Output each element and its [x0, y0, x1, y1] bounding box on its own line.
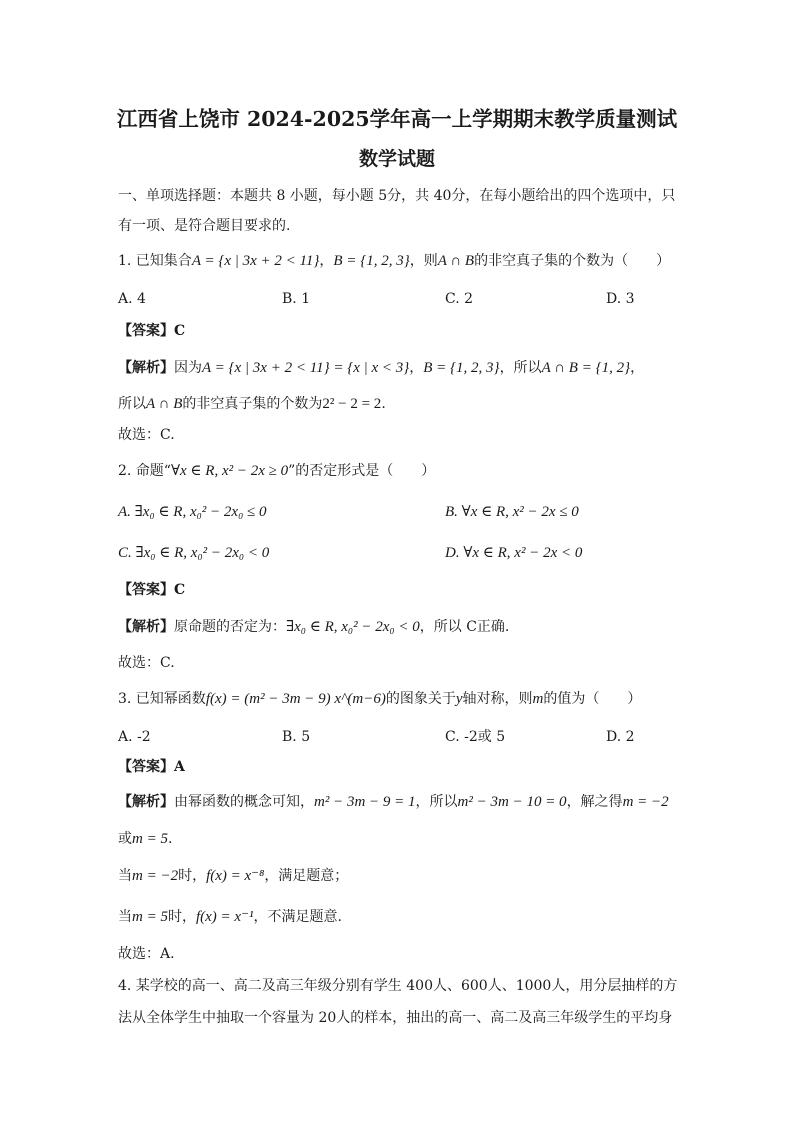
- q1-analysis-intersection: A ∩ B = {1, 2}: [541, 360, 631, 376]
- q2-stem-math: ∀x ∈ R, x² − 2x ≥ 0: [170, 463, 289, 479]
- q3-stem-post: 的值为（ ）: [543, 691, 642, 707]
- section-heading-line-2: 有一项、是符合题目要求的.: [118, 218, 291, 234]
- q3-stem: [118, 689, 641, 709]
- q2-option-b: B. ∀x ∈ R, x² − 2x ≤ 0: [445, 504, 579, 520]
- q3-case1-mid: 时，: [178, 868, 207, 884]
- q1-analysis-pre: 因为: [174, 360, 202, 376]
- q3-stem-pre: 3. 已知幂函数: [118, 691, 206, 707]
- q3-option-c: C. -2或 5: [445, 729, 506, 745]
- q2-analysis-pre: 原命题的否定为：: [174, 619, 286, 635]
- q3-analysis-pre: 由幂函数的概念可知，: [174, 794, 314, 810]
- q3-stem-m: m: [532, 691, 544, 707]
- q3-line2-pre: 或: [118, 831, 132, 847]
- q4-line-2: 法从全体学生中抽取一个容量为 20人的样本，抽出的高一、高二及高三年级学生的平均身: [118, 1010, 673, 1026]
- q4-line-1: 4. 某学校的高一、高二及高三年级分别有学生 400人、600人、1000人，用分层抽样的方: [118, 978, 678, 994]
- page-subtitle: 数学试题: [358, 148, 435, 170]
- q1-conclusion: 故选：C.: [118, 427, 175, 443]
- q3-case1-pre: 当: [118, 868, 132, 884]
- q1-set-b: B = {1, 2, 3}: [333, 253, 410, 269]
- q2-conclusion: 故选：C.: [118, 655, 175, 671]
- q1-stem-mid: ，则: [409, 253, 438, 269]
- q1-sep: ，: [319, 253, 334, 269]
- q3-analysis-eq1: m² − 3m − 9 = 1: [314, 794, 416, 810]
- q2-option-d: D. ∀x ∈ R, x² − 2x < 0: [445, 545, 583, 561]
- q1-stem-post: 的非空真子集的个数为（ ）: [474, 253, 671, 269]
- q3-analysis-eq2: m² − 3m − 10 = 0: [457, 794, 567, 810]
- q1-analysis-set-b: B = {1, 2, 3}: [423, 360, 500, 376]
- q3-analysis-sol1: m = −2: [622, 794, 669, 810]
- q3-analysis-line-2: [118, 829, 172, 849]
- q3-analysis-mid2: ，解之得: [566, 794, 623, 810]
- q3-case2-mid: 时，: [167, 909, 196, 925]
- q3-answer: 【答案】A: [118, 759, 185, 775]
- q1-line2-end: .: [381, 396, 386, 412]
- q1-option-b: B. 1: [282, 291, 311, 307]
- q3-case1-f: f(x) = x⁻⁸: [206, 868, 265, 884]
- q3-case-1: [118, 866, 348, 886]
- q1-analysis-line-2: [118, 394, 386, 414]
- q3-case-2: [118, 907, 342, 927]
- q1-line2-mid: 的非空真子集的个数为: [182, 396, 323, 412]
- q3-stem-math: f(x) = (m² − 3m − 9) x^(m−6): [205, 691, 386, 707]
- q3-case1-post: ，满足题意；: [264, 868, 349, 884]
- q2-analysis-label: 【解析】: [118, 619, 174, 635]
- q3-stem-mid1: 的图象关于: [385, 691, 456, 707]
- q3-analysis: [118, 792, 669, 812]
- q2-option-a: A. ∃x₀ ∈ R, x₀² − 2x₀ ≤ 0: [118, 504, 267, 520]
- q3-option-d: D. 2: [606, 729, 635, 745]
- q2-analysis-post: ，所以 C正确.: [419, 619, 510, 635]
- q3-analysis-mid: ，所以: [415, 794, 458, 810]
- q1-analysis-end: ，: [630, 360, 645, 376]
- q3-stem-y: y: [455, 691, 463, 707]
- q1-answer: 【答案】C: [118, 323, 186, 339]
- q3-case2-pre: 当: [118, 909, 132, 925]
- q3-option-b: B. 5: [282, 729, 311, 745]
- q3-line2-sol: m = 5: [132, 831, 168, 847]
- q1-option-a: A. 4: [118, 291, 146, 307]
- q3-line2-end: .: [167, 831, 173, 847]
- q1-stem-pre: 1. 已知集合: [118, 253, 192, 269]
- page-title: 江西省上饶市 2024-2025学年高一上学期期末教学质量测试: [116, 107, 678, 131]
- q2-stem-pre: 2. 命题“: [118, 463, 171, 479]
- q3-conclusion: 故选：A.: [118, 946, 175, 962]
- q1-intersection: A ∩ B: [437, 253, 475, 269]
- q1-analysis-sep: ，: [409, 360, 424, 376]
- q1-analysis-label: 【解析】: [118, 360, 174, 376]
- q3-option-a: A. -2: [118, 729, 151, 745]
- section-heading-line-1: 一、单项选择题：本题共 8 小题，每小题 5分，共 40分，在每小题给出的四个选项中，只: [118, 188, 676, 204]
- q3-case1-m: m = −2: [132, 868, 179, 884]
- q1-analysis-mid: ，所以: [499, 360, 542, 376]
- q3-stem-mid2: 轴对称，则: [462, 691, 533, 707]
- q1-analysis-set-a: A = {x | 3x + 2 < 11} = {x | x < 3}: [202, 360, 410, 376]
- q3-case2-m: m = 5: [132, 909, 168, 925]
- q2-stem: [118, 461, 435, 481]
- q3-case2-post: ，不满足题意.: [253, 909, 342, 925]
- q2-option-c: C. ∃x₀ ∈ R, x₀² − 2x₀ < 0: [118, 545, 270, 561]
- q1-option-d: D. 3: [606, 291, 635, 307]
- q2-analysis-math: ∃x₀ ∈ R, x₀² − 2x₀ < 0: [286, 619, 420, 635]
- q1-stem: [118, 251, 670, 271]
- q2-stem-post: ”的否定形式是（ ）: [288, 463, 436, 479]
- q3-case2-f: f(x) = x⁻¹: [195, 909, 254, 925]
- q1-line2-pre: 所以: [118, 396, 146, 412]
- q1-option-c: C. 2: [445, 291, 474, 307]
- q2-answer: 【答案】C: [118, 582, 186, 598]
- q1-line2-intersection: A ∩ B: [146, 396, 183, 412]
- q1-set-a: A = {x | 3x + 2 < 11}: [191, 253, 320, 269]
- q2-analysis: [118, 617, 509, 637]
- q1-analysis: [118, 358, 644, 378]
- q1-line2-math: 2² − 2 = 2: [322, 396, 382, 412]
- q3-analysis-label: 【解析】: [118, 794, 174, 810]
